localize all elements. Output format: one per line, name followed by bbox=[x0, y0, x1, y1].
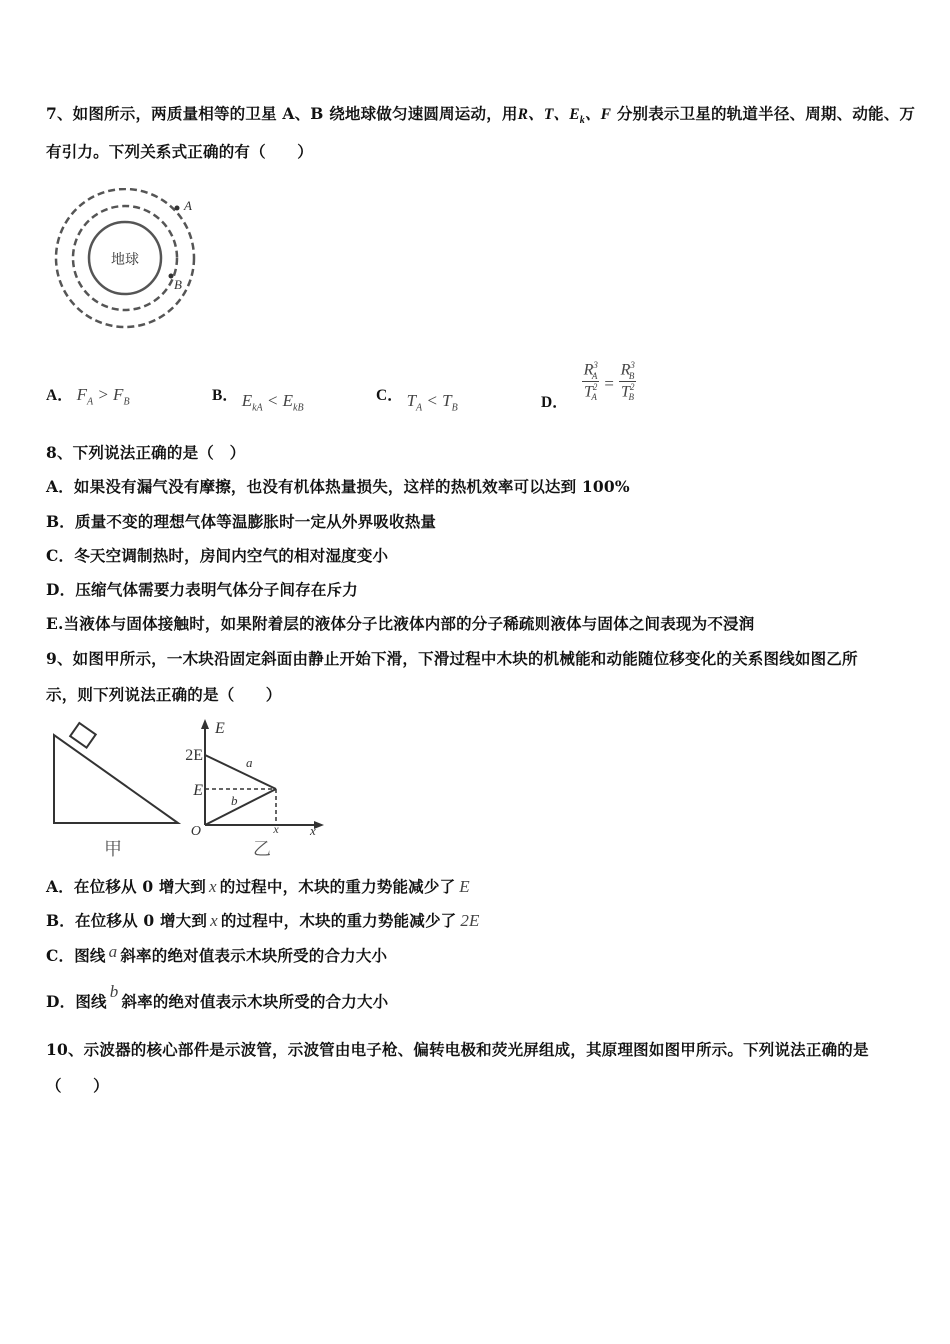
line-b bbox=[205, 789, 276, 825]
q8-option-c[interactable]: C．冬天空调制热时，房间内空气的相对湿度变小 bbox=[46, 546, 389, 565]
q7-option-d[interactable]: D． $\frac{R^3_A}{T^2_A}$ = $\frac{R^3_B}{T^2_B}$ bbox=[541, 360, 635, 411]
q7-option-a[interactable]: A． $F_A > F_B$ bbox=[46, 385, 130, 408]
q7-option-c[interactable]: C． $T_A < T_B$ bbox=[376, 387, 458, 414]
q9-figure bbox=[50, 715, 340, 865]
q7-option-d-frac-right: $\frac{R^3_B}{T^2_B}$ bbox=[620, 360, 635, 403]
line-b-label: b bbox=[231, 793, 238, 808]
axis-e-label: E bbox=[215, 720, 225, 737]
q7-vars: R、T、$E_k$、F bbox=[517, 106, 612, 127]
q10-stem-line2: （ ） bbox=[46, 1076, 109, 1095]
energy-graph bbox=[185, 719, 324, 859]
q7-option-c-expr: $T_A < T_B$ bbox=[406, 391, 458, 414]
q9-option-c[interactable]: C．图线 a 斜率的绝对值表示木块所受的合力大小 bbox=[46, 942, 388, 965]
q9-stem-line1: 9、如图甲所示，一木块沿固定斜面由静止开始下滑，下滑过程中木块的机械能和动能随位移变化的关系图线如图乙所 bbox=[46, 649, 858, 668]
q10-stem-line1: 10、示波器的核心部件是示波管，示波管由电子枪、偏转电极和荧光屏组成，其原理图如图甲所示。下列说法正确的是 bbox=[46, 1040, 869, 1059]
line-a bbox=[205, 755, 276, 789]
line-a-label: a bbox=[246, 755, 253, 770]
satellite-a-dot bbox=[175, 206, 180, 211]
q7-option-b[interactable]: B． $E_{kA} < E_{kB}$ bbox=[212, 387, 304, 414]
q9-option-d[interactable]: D．图线b斜率的绝对值表示木块所受的合力大小 bbox=[46, 982, 389, 1011]
tick-x-label: x bbox=[273, 822, 279, 836]
caption-yi: 乙 bbox=[253, 839, 271, 859]
axis-x-label: x bbox=[310, 823, 316, 838]
caption-jia: 甲 bbox=[104, 839, 122, 859]
satellite-a-label: A bbox=[184, 198, 192, 213]
q7-stem-line1: 7、如图所示，两质量相等的卫星 A、B 绕地球做匀速圆周运动，用R、T、$E_k$、F 分别表示卫星的轨道半径、周期、动能、万 bbox=[46, 104, 916, 127]
q8-option-d[interactable]: D．压缩气体需要力表明气体分子间存在斥力 bbox=[46, 580, 358, 599]
q8-stem: 8、下列说法正确的是（ ） bbox=[46, 443, 246, 462]
q9-option-b[interactable]: B．在位移从 0 增大到 x 的过程中，木块的重力势能减少了 2E bbox=[46, 911, 480, 930]
q9-stem-line2: 示，则下列说法正确的是（ ） bbox=[46, 685, 282, 704]
q7-option-a-expr: $F_A > F_B$ bbox=[76, 385, 130, 408]
satellite-b-label: B bbox=[174, 277, 182, 292]
q7-option-d-frac-left: $\frac{R^3_A}{T^2_A}$ bbox=[583, 360, 598, 403]
earth-label: 地球 bbox=[111, 253, 139, 268]
origin-label: O bbox=[190, 824, 201, 839]
q9-option-a[interactable]: A．在位移从 0 增大到 x 的过程中，木块的重力势能减少了 E bbox=[46, 877, 470, 896]
q8-option-b[interactable]: B．质量不变的理想气体等温膨胀时一定从外界吸收热量 bbox=[46, 512, 437, 531]
q7-option-b-expr: $E_{kA} < E_{kB}$ bbox=[241, 391, 304, 414]
incline-figure bbox=[54, 723, 178, 859]
q7-stem-line2: 有引力。下列关系式正确的有（ ） bbox=[46, 142, 313, 161]
q8-option-a[interactable]: A．如果没有漏气没有摩擦，也没有机体热量损失，这样的热机效率可以达到 100% bbox=[46, 477, 630, 496]
tick-2e-label: 2E bbox=[185, 747, 203, 764]
q8-option-e[interactable]: E.当液体与固体接触时，如果附着层的液体分子比液体内部的分子稀疏则液体与固体之间表现为不浸润 bbox=[46, 614, 755, 633]
tick-e-label: E bbox=[193, 782, 203, 799]
q7-orbit-figure bbox=[50, 188, 210, 338]
satellite-b-dot bbox=[169, 274, 174, 279]
